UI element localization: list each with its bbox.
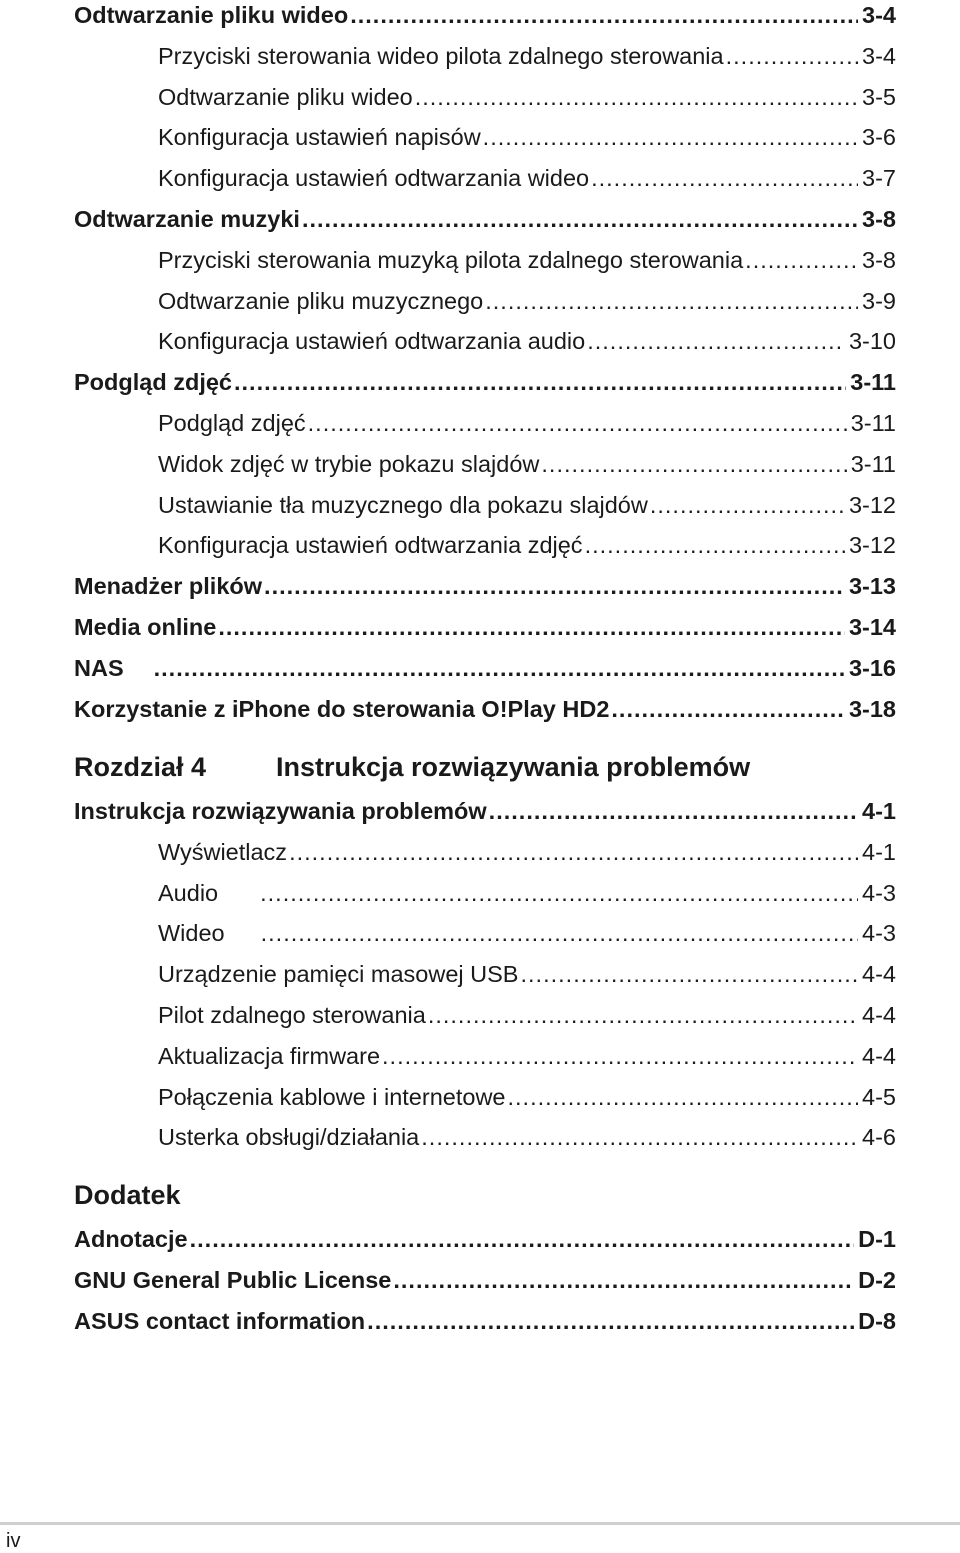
toc-entry-label: Instrukcja rozwiązywania problemów xyxy=(74,798,487,824)
toc-entry-page: 4-6 xyxy=(862,1124,896,1151)
toc-entry[interactable] xyxy=(158,839,896,866)
toc-entry[interactable] xyxy=(158,1124,896,1151)
toc-dot-leader xyxy=(483,124,858,151)
toc-dot-leader xyxy=(308,410,847,437)
toc-entry-label: Konfiguracja ustawień napisów xyxy=(158,124,481,151)
toc-entry-label: Podgląd zdjęć xyxy=(74,369,232,396)
toc-dot-leader xyxy=(485,288,858,315)
toc-entry[interactable] xyxy=(158,1043,896,1070)
toc-entry-page: 3-6 xyxy=(862,124,896,151)
footer-divider xyxy=(0,1522,960,1525)
toc-entry-label: Konfiguracja ustawień odtwarzania zdjęć xyxy=(158,532,583,559)
toc-dot-leader xyxy=(393,1267,854,1294)
toc-entry-label: Menadżer plików xyxy=(74,573,263,600)
toc-entry-label: Podgląd zdjęć xyxy=(158,410,306,436)
toc-entry-page: D-2 xyxy=(858,1266,896,1293)
toc-entry-label: Odtwarzanie muzyki xyxy=(74,206,300,232)
toc-entry-page: D-1 xyxy=(858,1226,896,1252)
toc-entry[interactable] xyxy=(158,1002,896,1029)
toc-dot-leader xyxy=(508,1084,859,1111)
toc-entry[interactable] xyxy=(158,43,896,70)
toc-entry[interactable] xyxy=(74,614,896,641)
toc-entry[interactable] xyxy=(158,328,896,355)
toc-dot-leader xyxy=(421,1124,858,1151)
toc-entry-page: 3-13 xyxy=(848,573,896,600)
toc-entry-page: 3-8 xyxy=(862,206,896,232)
toc-entry-page: 3-18 xyxy=(848,695,896,722)
toc-entry-label: Korzystanie z iPhone do sterowania O!Play HD2 xyxy=(74,695,610,722)
toc-entry[interactable] xyxy=(158,124,896,151)
toc-entry-page: 3-10 xyxy=(848,328,896,355)
toc-entry-label: Pilot zdalnego sterowania xyxy=(158,1002,426,1028)
toc-dot-leader xyxy=(415,84,858,111)
toc-entry-page: 4-4 xyxy=(862,961,896,988)
toc-entry-page: 4-3 xyxy=(862,920,896,947)
toc-entry-page: 4-4 xyxy=(862,1002,896,1028)
toc-entry[interactable] xyxy=(158,451,896,478)
toc-entry-page: 3-11 xyxy=(850,450,896,477)
toc-entry[interactable] xyxy=(158,532,896,559)
toc-entry-label: Konfiguracja ustawień odtwarzania audio xyxy=(158,328,586,355)
toc-dot-leader xyxy=(190,1226,855,1253)
toc-entry[interactable] xyxy=(74,573,896,600)
chapter-heading xyxy=(74,752,751,783)
page-number: iv xyxy=(6,1530,21,1552)
toc-entry[interactable] xyxy=(74,1308,896,1335)
toc-entry-label: Adnotacje xyxy=(74,1226,188,1252)
toc-entry-label: Odtwarzanie pliku wideo xyxy=(158,83,413,110)
toc-entry[interactable] xyxy=(74,369,896,396)
toc-entry-label: Urządzenie pamięci masowej USB xyxy=(158,961,519,988)
toc-entry[interactable] xyxy=(158,288,896,315)
toc-dot-leader xyxy=(650,492,845,519)
toc-entry-label: Media online xyxy=(74,614,217,640)
toc-entry[interactable] xyxy=(158,961,896,988)
toc-dot-leader xyxy=(591,165,858,192)
toc-entry-label: NAS xyxy=(74,654,124,681)
toc-entry-page: 3-4 xyxy=(862,42,896,69)
toc-entry-label: Przyciski sterowania muzyką pilota zdalnego sterowania xyxy=(158,246,744,273)
chapter-number: Rozdział 4 xyxy=(74,752,207,782)
toc-dot-leader xyxy=(154,655,845,682)
toc-entry[interactable] xyxy=(158,410,896,437)
toc-entry-page: 3-8 xyxy=(862,246,896,273)
toc-entry-page: D-8 xyxy=(858,1307,896,1334)
toc-entry-page: 4-3 xyxy=(862,879,896,906)
toc-entry[interactable] xyxy=(158,1084,896,1111)
toc-entry[interactable] xyxy=(74,206,896,233)
toc-dot-leader xyxy=(428,1002,858,1029)
toc-dot-leader xyxy=(382,1043,858,1070)
toc-dot-leader xyxy=(520,961,858,988)
toc-entry-label: Odtwarzanie pliku wideo xyxy=(74,2,349,28)
toc-dot-leader xyxy=(587,328,845,355)
toc-entry-page: 3-12 xyxy=(848,532,896,559)
toc-dot-leader xyxy=(585,532,845,559)
toc-entry[interactable] xyxy=(158,247,896,274)
toc-dot-leader xyxy=(541,451,846,478)
toc-dot-leader xyxy=(289,839,858,866)
toc-entry-page: 4-5 xyxy=(862,1083,896,1110)
toc-entry[interactable] xyxy=(74,696,896,723)
toc-entry-label: Połączenia kablowe i internetowe xyxy=(158,1083,506,1110)
toc-entry-label: Usterka obsługi/działania xyxy=(158,1124,420,1151)
toc-dot-leader xyxy=(218,614,845,641)
toc-entry-label: Aktualizacja firmware xyxy=(158,1042,381,1069)
toc-entry-label: Wideo xyxy=(158,920,225,947)
toc-entry[interactable] xyxy=(158,880,896,907)
toc-dot-leader xyxy=(234,369,846,396)
toc-entry-page: 3-11 xyxy=(850,369,896,396)
toc-dot-leader xyxy=(489,798,858,825)
toc-dot-leader xyxy=(302,206,858,233)
chapter-title: Instrukcja rozwiązywania problemów xyxy=(276,752,751,782)
toc-entry-label: Przyciski sterowania wideo pilota zdalnego sterowania xyxy=(158,42,724,69)
toc-dot-leader xyxy=(350,2,858,29)
toc-dot-leader xyxy=(367,1308,854,1335)
toc-entry-page: 4-1 xyxy=(862,838,896,865)
toc-entry-label: Ustawianie tła muzycznego dla pokazu slajdów xyxy=(158,491,648,518)
toc-entry-label: GNU General Public License xyxy=(74,1266,392,1293)
toc-dot-leader xyxy=(726,43,858,70)
toc-entry[interactable] xyxy=(74,2,896,29)
toc-dot-leader xyxy=(611,696,845,723)
toc-entry[interactable] xyxy=(158,492,896,519)
toc-entry-page: 3-16 xyxy=(848,654,896,681)
toc-entry-page: 3-5 xyxy=(862,83,896,110)
toc-entry[interactable] xyxy=(74,1226,896,1253)
toc-entry[interactable] xyxy=(158,84,896,111)
toc-entry[interactable] xyxy=(74,655,896,682)
toc-entry-label: Konfiguracja ustawień odtwarzania wideo xyxy=(158,165,590,192)
toc-entry-page: 3-7 xyxy=(862,165,896,192)
toc-entry-page: 3-14 xyxy=(848,614,896,640)
toc-entry-page: 4-1 xyxy=(862,798,896,824)
toc-entry-page: 3-11 xyxy=(850,410,896,436)
toc-dot-leader xyxy=(264,573,845,600)
toc-entry-page: 3-9 xyxy=(862,287,896,314)
toc-entry[interactable] xyxy=(74,798,896,825)
toc-entry[interactable] xyxy=(158,165,896,192)
toc-dot-leader xyxy=(260,880,858,907)
appendix-heading: Dodatek xyxy=(74,1180,181,1210)
toc-entry-label: Audio xyxy=(158,879,219,906)
toc-entry-label: ASUS contact information xyxy=(74,1307,366,1334)
toc-dot-leader xyxy=(745,247,858,274)
toc-entry-label: Widok zdjęć w trybie pokazu slajdów xyxy=(158,450,540,477)
toc-entry-page: 4-4 xyxy=(862,1042,896,1069)
toc-dot-leader xyxy=(261,920,858,947)
toc-entry-page: 3-4 xyxy=(862,2,896,28)
toc-entry[interactable] xyxy=(158,920,896,947)
toc-entry-label: Odtwarzanie pliku muzycznego xyxy=(158,287,484,314)
toc-entry[interactable] xyxy=(74,1267,896,1294)
toc-entry-label: Wyświetlacz xyxy=(158,838,288,865)
toc-entry-page: 3-12 xyxy=(848,491,896,518)
